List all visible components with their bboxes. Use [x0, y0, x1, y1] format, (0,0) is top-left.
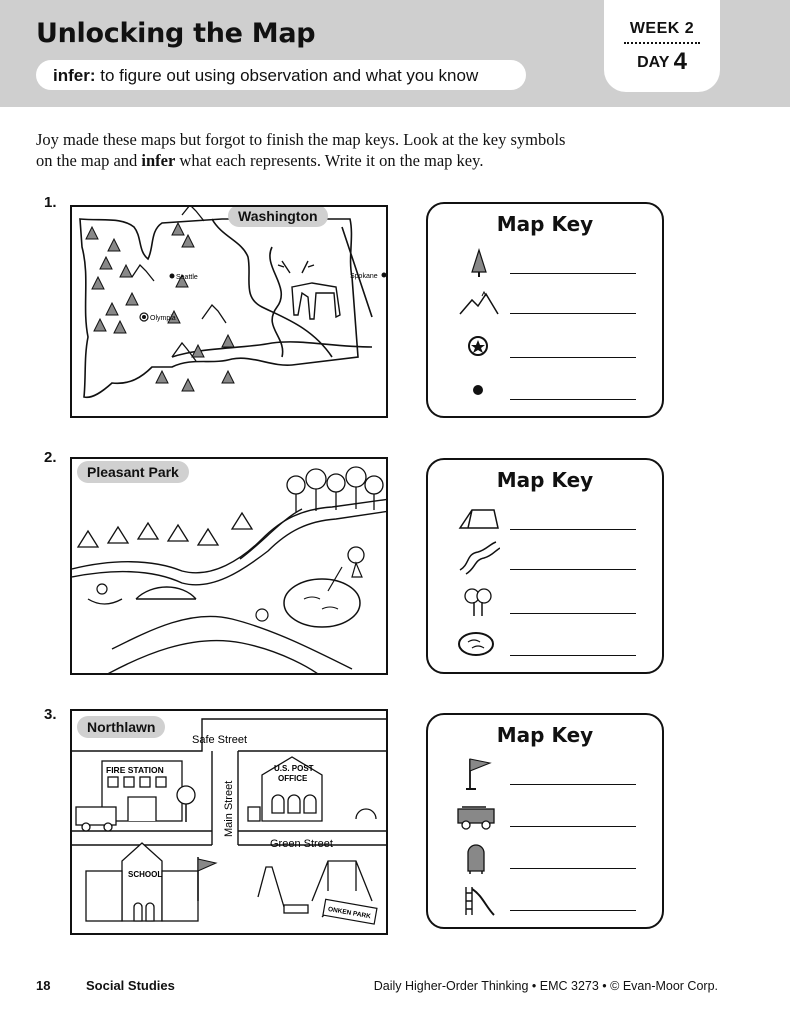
answer-line[interactable]	[510, 273, 636, 274]
city-label-olympia: Olympia	[150, 315, 176, 322]
key-row-tent	[456, 500, 636, 536]
trees-icon	[456, 584, 500, 620]
city-label-seattle: Seattle	[176, 274, 198, 281]
key-row-city	[456, 370, 636, 406]
pond-icon	[456, 626, 500, 662]
answer-line[interactable]	[510, 784, 636, 785]
answer-line[interactable]	[510, 613, 636, 614]
pleasant-park-drawing	[72, 459, 388, 675]
fire-station-sign: FIRE STATION	[106, 765, 164, 775]
map-label-northlawn: Northlawn	[77, 716, 165, 738]
street-label-safe: Safe Street	[192, 734, 248, 746]
slide-icon	[456, 881, 500, 917]
map-key-2	[426, 458, 664, 674]
city-dot-icon	[456, 370, 500, 406]
post-office-sign-1: U.S. POST	[274, 764, 314, 773]
key-row-capital	[456, 328, 636, 364]
map-key-3	[426, 713, 664, 929]
footer-credit: Daily Higher-Order Thinking • EMC 3273 • © Evan-Moor Corp.	[373, 979, 718, 993]
key-row-flag	[456, 755, 636, 791]
vocab-definition: to figure out using observation and what you know	[95, 66, 479, 85]
key-row-fire-truck	[456, 797, 636, 833]
instructions-line-2b: what each represents. Write it on the map key.	[175, 151, 484, 170]
river-icon	[456, 540, 500, 576]
instructions	[36, 129, 656, 171]
map-label-washington: Washington	[228, 205, 328, 227]
map-label-pleasant-park: Pleasant Park	[77, 461, 189, 483]
week-label: WEEK 2	[629, 20, 695, 37]
footer-subject: Social Studies	[86, 978, 175, 993]
washington-map	[70, 205, 388, 418]
answer-line[interactable]	[510, 910, 636, 911]
key-row-mountain	[456, 284, 636, 320]
tree-icon	[456, 244, 500, 280]
answer-line[interactable]	[510, 357, 636, 358]
city-label-spokane: Spokane	[350, 273, 378, 280]
mailbox-icon	[456, 839, 500, 875]
page-number: 18	[36, 978, 51, 993]
map-key-1	[426, 202, 664, 418]
street-label-green: Green Street	[270, 838, 333, 850]
item-number-2: 2.	[44, 449, 57, 466]
day-label-row	[604, 48, 720, 76]
item-number-3: 3.	[44, 706, 57, 723]
school-sign: SCHOOL	[128, 870, 163, 879]
item-number-1: 1.	[44, 194, 57, 211]
key-row-slide	[456, 881, 636, 917]
map-key-title: Map Key	[496, 468, 594, 492]
key-row-tree	[456, 244, 636, 280]
instructions-line-2a: on the map and	[36, 151, 142, 170]
tent-icon	[456, 500, 500, 536]
flag-icon	[456, 755, 500, 791]
key-row-mailbox	[456, 839, 636, 875]
fire-truck-icon	[456, 797, 500, 833]
post-office-sign-2: OFFICE	[278, 774, 308, 783]
map-key-title: Map Key	[496, 723, 594, 747]
map-key-title: Map Key	[496, 212, 594, 236]
answer-line[interactable]	[510, 313, 636, 314]
day-number: 4	[673, 48, 687, 75]
key-row-river	[456, 540, 636, 576]
answer-line[interactable]	[510, 569, 636, 570]
instructions-line-1: Joy made these maps but forgot to finish the map keys. Look at the key symbols	[36, 130, 566, 149]
key-row-trees	[456, 584, 636, 620]
answer-line[interactable]	[510, 826, 636, 827]
vocab-term: infer:	[53, 66, 96, 85]
mountain-icon	[456, 284, 500, 320]
capital-star-icon	[456, 328, 500, 364]
vocabulary-definition	[36, 60, 526, 90]
instructions-bold-word: infer	[141, 151, 176, 170]
answer-line[interactable]	[510, 399, 636, 400]
pleasant-park-map	[70, 457, 388, 675]
answer-line[interactable]	[510, 529, 636, 530]
dotted-divider	[624, 42, 700, 44]
page-title: Unlocking the Map	[36, 18, 316, 49]
key-row-pond	[456, 626, 636, 662]
answer-line[interactable]	[510, 868, 636, 869]
day-label: DAY	[637, 54, 670, 71]
northlawn-map	[70, 709, 388, 935]
week-day-tab	[604, 0, 720, 92]
northlawn-drawing	[72, 711, 388, 935]
answer-line[interactable]	[510, 655, 636, 656]
washington-map-drawing	[72, 207, 388, 418]
street-label-main: Main Street	[223, 780, 235, 837]
park-sign: ONKEN PARK	[327, 905, 372, 921]
